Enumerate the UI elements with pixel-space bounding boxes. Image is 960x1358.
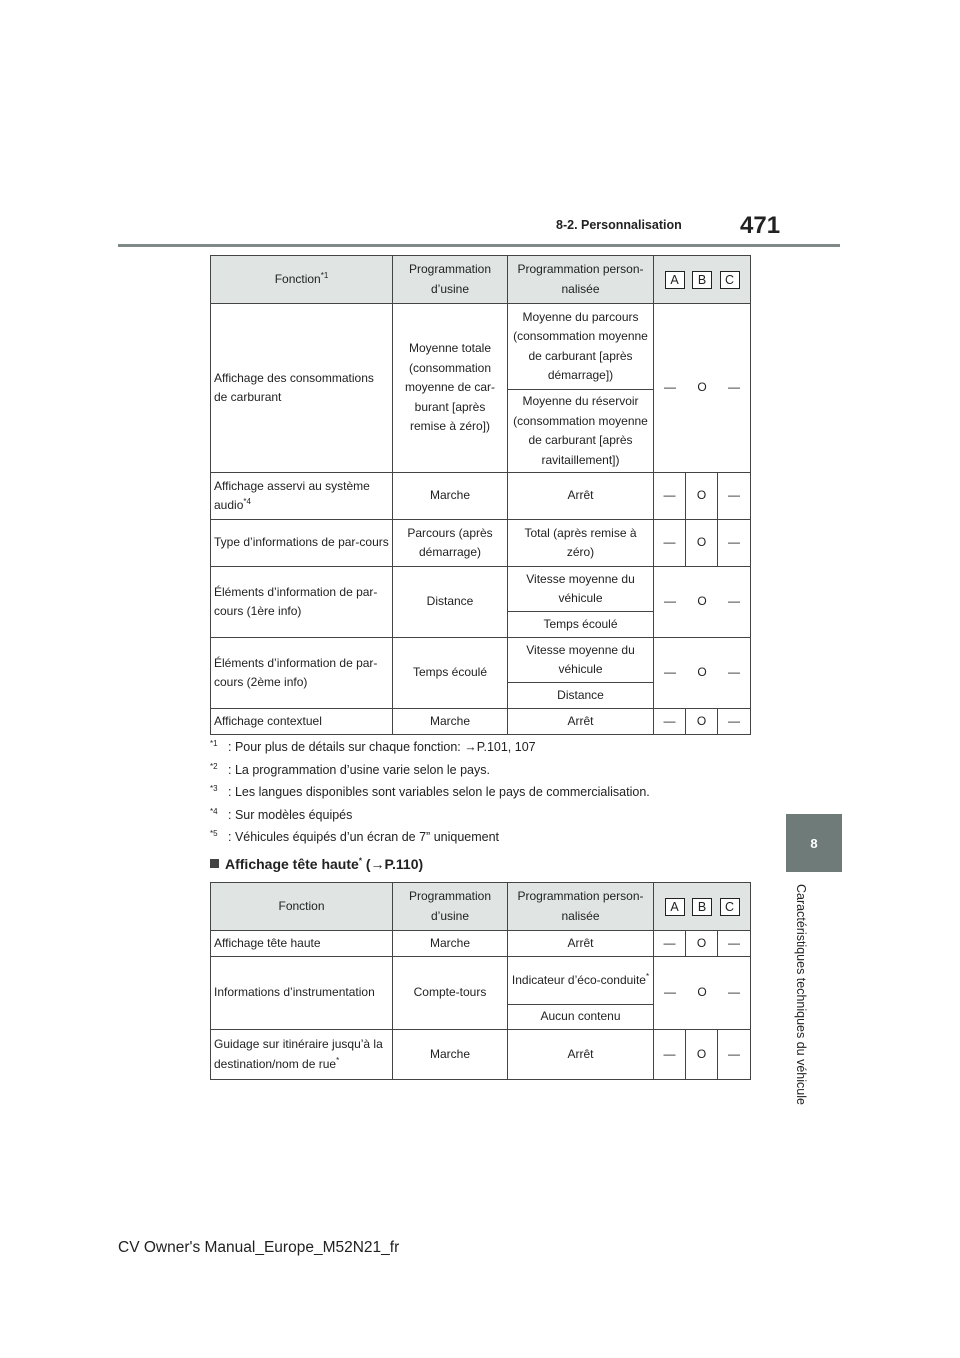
cell-factory: Parcours (après démarrage) [393, 520, 508, 567]
cell-marks [654, 957, 751, 1030]
cell-marks [654, 638, 751, 709]
header-factory: Programmation d’usine [393, 883, 508, 931]
footnote: $^{*4}$ : Sur modèles équipés [210, 806, 353, 822]
mark-a: — [654, 473, 686, 520]
cell-custom: Vitesse moyenne du véhicule [508, 567, 654, 612]
header-function: Fonction$^{*1}$ [211, 256, 393, 304]
cell-custom: Moyenne du réservoir (consommation moyenne de carburant [après ravitaillement]) [508, 390, 654, 473]
cell-custom: Aucun contenu [508, 1005, 654, 1030]
customization-table-2 [210, 882, 751, 1080]
footnote: $^{*1}$ : Pour plus de détails sur chaque fonction: →P.101, 107 [210, 738, 536, 754]
mark-c: — [718, 520, 751, 567]
page-number: 471 [740, 212, 781, 239]
mark-a: — [654, 931, 686, 957]
cell-function: Guidage sur itinéraire jusqu’à la destination/nom de rue* [211, 1030, 393, 1080]
mark-a: — [664, 380, 676, 395]
mark-c: — [718, 473, 751, 520]
mark-a: — [654, 520, 686, 567]
table-row [211, 709, 751, 735]
cell-function: Affichage contextuel [211, 709, 393, 735]
page-reference-link[interactable]: (→P.110) [361, 856, 424, 872]
cell-factory: Moyenne totale (consommation moyenne de car-burant [après remise à zéro]) [393, 304, 508, 473]
subheading-head-up-display: Affichage tête haute* (→P.110) [210, 856, 423, 872]
mark-a: — [664, 665, 676, 680]
table-row [211, 473, 751, 520]
mark-b: O [697, 380, 707, 395]
cell-marks [654, 567, 751, 638]
mark-a: — [664, 985, 676, 1000]
mark-c: — [718, 709, 751, 735]
box-b: B [692, 898, 712, 916]
mark-b: O [686, 1030, 718, 1080]
table-row [211, 957, 751, 1005]
footnote: $^{*2}$ : La programmation d’usine varie selon le pays. [210, 761, 490, 777]
box-a: A [665, 271, 685, 289]
mark-a: — [654, 1030, 686, 1080]
box-a: A [665, 898, 685, 916]
cell-custom: Arrêt [508, 931, 654, 957]
table-row [211, 931, 751, 957]
square-bullet-icon [210, 859, 219, 868]
mark-a: — [664, 594, 676, 609]
header-abc [654, 256, 751, 304]
cell-function: Informations d’instrumentation [211, 957, 393, 1030]
mark-c: — [728, 665, 740, 680]
mark-b: O [697, 665, 707, 680]
footnotes [210, 736, 770, 849]
cell-custom: Distance [508, 683, 654, 709]
mark-c: — [718, 1030, 751, 1080]
mark-c: — [718, 931, 751, 957]
cell-function: Affichage asservi au système audio$^{*4}$ [211, 473, 393, 520]
header-custom: Programmation person-nalisée [508, 883, 654, 931]
chapter-label: Caractéristiques techniques du véhicule [794, 884, 808, 1105]
mark-b: O [697, 985, 707, 1000]
cell-custom: Arrêt [508, 709, 654, 735]
footer-manual-id: CV Owner's Manual_Europe_M52N21_fr [118, 1239, 400, 1256]
cell-factory: Marche [393, 931, 508, 957]
box-b: B [692, 271, 712, 289]
table-header-row [211, 883, 751, 931]
cell-factory: Temps écoulé [393, 638, 508, 709]
header-custom: Programmation person-nalisée [508, 256, 654, 304]
cell-factory: Marche [393, 1030, 508, 1080]
table-row [211, 1030, 751, 1080]
cell-custom: Indicateur d’éco-conduite* [508, 957, 654, 1005]
header-factory: Programmation d’usine [393, 256, 508, 304]
section-title: 8-2. Personnalisation [556, 218, 682, 232]
mark-b: O [686, 709, 718, 735]
cell-custom: Arrêt [508, 473, 654, 520]
chapter-tab[interactable] [786, 814, 842, 872]
customization-table-1 [210, 255, 751, 735]
footnote: $^{*3}$ : Les langues disponibles sont variables selon le pays de commercialisation. [210, 783, 650, 799]
table-row [211, 304, 751, 390]
cell-custom: Arrêt [508, 1030, 654, 1080]
mark-b: O [686, 473, 718, 520]
cell-marks [654, 304, 751, 473]
mark-c: — [728, 594, 740, 609]
cell-function: Type d’informations de par-cours [211, 520, 393, 567]
cell-factory: Marche [393, 709, 508, 735]
chapter-number: 8 [810, 835, 818, 851]
table-row [211, 520, 751, 567]
cell-factory: Distance [393, 567, 508, 638]
cell-factory: Marche [393, 473, 508, 520]
header-abc [654, 883, 751, 931]
header-function: Fonction [211, 883, 393, 931]
cell-function: Affichage tête haute [211, 931, 393, 957]
header-divider [118, 244, 840, 247]
footnote: $^{*5}$ : Véhicules équipés d’un écran de 7” uniquement [210, 828, 500, 844]
cell-custom: Moyenne du parcours (consommation moyenne de carburant [après démarrage]) [508, 304, 654, 390]
table-row [211, 567, 751, 612]
box-c: C [720, 271, 740, 289]
mark-b: O [686, 520, 718, 567]
mark-c: — [728, 985, 740, 1000]
cell-function: Affichage des consommations de carburant [211, 304, 393, 473]
cell-function: Éléments d’information de par-cours (2ème info) [211, 638, 393, 709]
cell-factory: Compte-tours [393, 957, 508, 1030]
mark-b: O [686, 931, 718, 957]
cell-function: Éléments d’information de par-cours (1ère info) [211, 567, 393, 638]
mark-c: — [728, 380, 740, 395]
mark-a: — [654, 709, 686, 735]
mark-b: O [697, 594, 707, 609]
cell-custom: Total (après remise à zéro) [508, 520, 654, 567]
table-header-row [211, 256, 751, 304]
box-c: C [720, 898, 740, 916]
cell-custom: Temps écoulé [508, 612, 654, 638]
cell-custom: Vitesse moyenne du véhicule [508, 638, 654, 683]
table-row [211, 638, 751, 683]
